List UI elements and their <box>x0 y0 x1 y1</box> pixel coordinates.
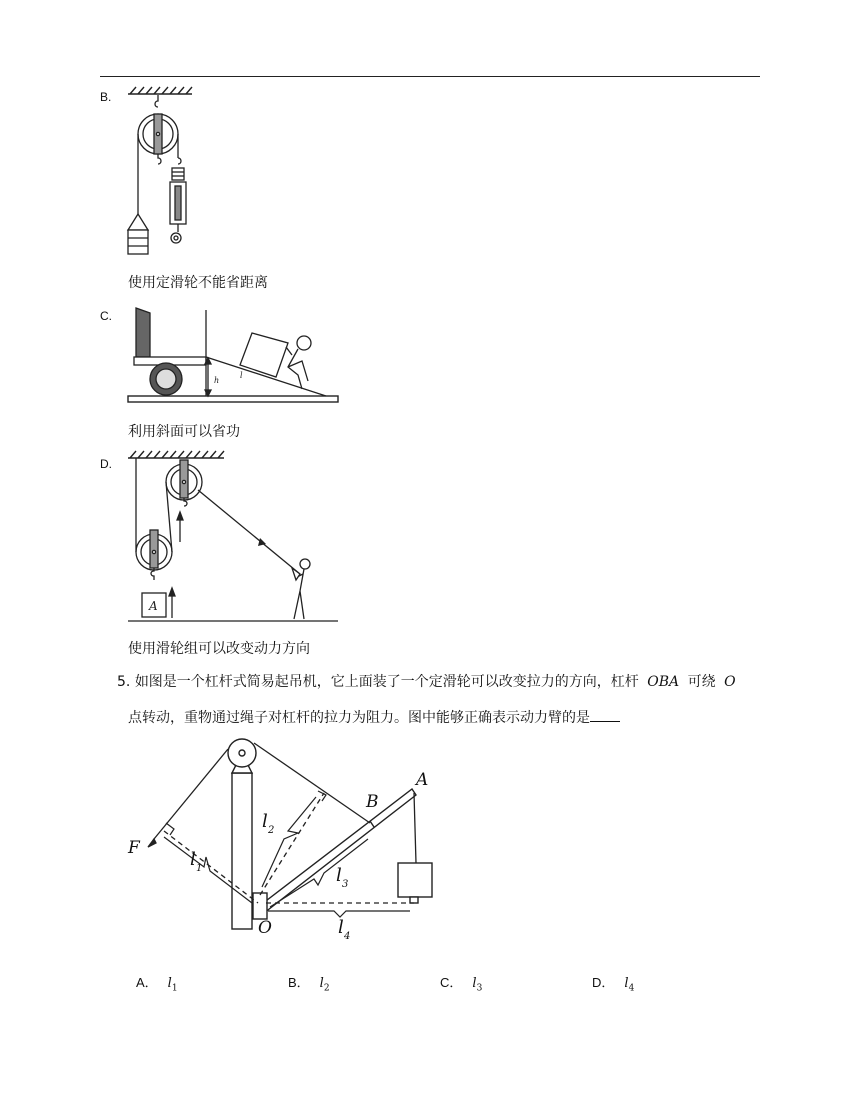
option-b-letter: B. <box>100 90 112 104</box>
up-arrows <box>169 512 183 618</box>
label-l4-sub: 4 <box>344 931 351 942</box>
label-l1: l <box>190 849 196 870</box>
choice-b[interactable] <box>288 972 330 994</box>
lever-arm <box>258 789 416 913</box>
option-c-caption: 利用斜面可以省功 <box>128 424 240 440</box>
question-text-part1: 如图是一个杠杆式简易起吊机，它上面装了一个定滑轮可以改变拉力的方向，杠杆 <box>134 674 639 690</box>
crane-pulley <box>228 739 256 767</box>
option-b-figure <box>120 86 200 256</box>
label-O: O <box>258 918 272 938</box>
ropes <box>136 458 300 574</box>
choice-a[interactable] <box>136 972 178 994</box>
choice-a-symbol <box>168 976 178 994</box>
choice-d-label: D． <box>592 975 615 990</box>
ceiling <box>128 87 192 94</box>
choice-a-label: A． <box>136 975 158 990</box>
block-a-label: A <box>149 599 158 613</box>
length-label: l <box>240 371 243 380</box>
option-d-caption: 使用滑轮组可以改变动力方向 <box>128 641 310 657</box>
braces <box>164 797 410 917</box>
lever-name: OBA <box>647 674 680 690</box>
ground <box>128 396 338 402</box>
label-A: A <box>416 770 429 790</box>
question-5-line-2 <box>128 707 620 728</box>
option-d-letter: D. <box>100 457 112 471</box>
weight-box <box>398 863 432 903</box>
option-c-figure <box>126 305 342 405</box>
pivot-block <box>253 893 267 919</box>
label-B: B <box>366 792 379 812</box>
height-label: h <box>214 376 220 385</box>
fixed-pulley <box>138 95 178 164</box>
fixed-pulley <box>166 460 202 506</box>
crane-post <box>232 753 252 929</box>
question-text-part2: 可绕 <box>687 674 716 690</box>
choice-d[interactable] <box>592 972 634 994</box>
choice-d-sub: 4 <box>628 983 635 994</box>
crane-figure <box>120 735 450 955</box>
choice-d-symbol <box>624 976 634 994</box>
choice-b-label: B． <box>288 975 310 990</box>
choice-c-symbol <box>472 976 482 994</box>
question-5-line-1 <box>117 672 777 692</box>
truck <box>134 308 206 396</box>
option-b-caption: 使用定滑轮不能省距离 <box>128 275 268 291</box>
answer-blank[interactable] <box>590 707 620 722</box>
weight <box>128 214 148 254</box>
movable-pulley <box>136 530 172 580</box>
choice-b-letter: l <box>319 976 324 991</box>
label-l2-sub: 2 <box>268 825 275 836</box>
label-l2: l <box>262 811 268 832</box>
choice-b-symbol <box>320 976 330 994</box>
label-l3: l <box>336 865 342 886</box>
option-d-figure <box>124 450 344 626</box>
force-arrow <box>148 839 156 847</box>
question-number: 5. <box>117 674 131 690</box>
choice-c[interactable] <box>440 972 482 994</box>
choice-a-sub: 1 <box>171 983 178 994</box>
label-l4: l <box>338 917 344 938</box>
spring-scale <box>170 158 186 243</box>
worker <box>286 336 311 389</box>
choice-c-sub: 3 <box>476 983 483 994</box>
choice-c-letter: l <box>472 976 477 991</box>
pivot-name: O <box>724 674 736 690</box>
choice-b-sub: 2 <box>323 983 330 994</box>
choice-d-letter: l <box>624 976 629 991</box>
choice-a-letter: l <box>167 976 172 991</box>
question-text-line2: 点转动，重物通过绳子对杠杆的拉力为阻力。图中能够正确表示动力臂的是 <box>128 710 590 726</box>
person <box>292 559 310 619</box>
ceiling <box>128 451 224 458</box>
label-F: F <box>128 838 140 858</box>
option-c-letter: C. <box>100 309 112 323</box>
label-l3-sub: 3 <box>342 879 349 890</box>
choice-c-label: C． <box>440 975 463 990</box>
header-rule <box>100 76 760 77</box>
label-l1-sub: 1 <box>196 863 203 874</box>
